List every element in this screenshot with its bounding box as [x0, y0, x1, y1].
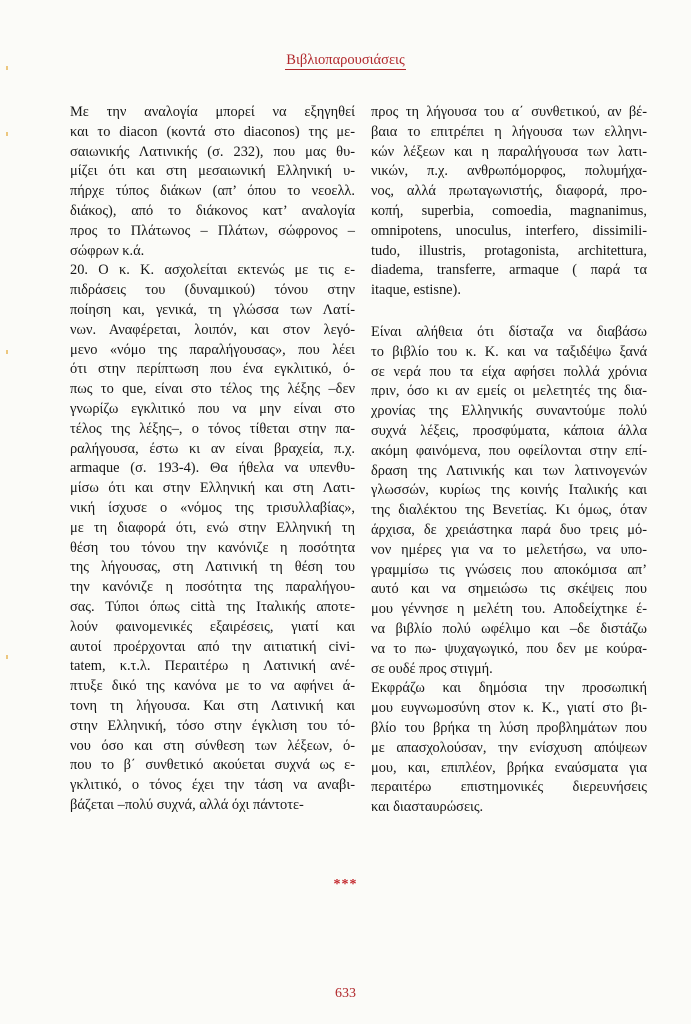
page-number: 633 [335, 986, 356, 1001]
text-line: βλίο του βρήκα τη λύση προβλημάτων που [371, 719, 647, 736]
text-line: της λήγουσας, στη Λατινική τη θέση του [70, 559, 355, 576]
text-line: ακόμη φαινόμενα, που οφείλονται στην επί- [371, 442, 647, 459]
text-line: λούν φαινομενικές εξαιρέσεις, γιατί και [70, 618, 355, 635]
text-line: γκλιτικό, ο τόνος έχει την τάση να αναβι- [70, 777, 355, 794]
text-line: κοπή, superbia, comoedia, magnanimus, [371, 202, 647, 219]
text-line: προς το Πλάτωνος – Πλάτων, σώφρονος – [70, 222, 355, 239]
text-line: τονη τη λήγουσα. Και στη Λατινική και [70, 697, 355, 714]
text-line: βάζεται –πολύ συχνά, αλλά όχι πάντοτε- [70, 796, 304, 813]
text-line: νων. Αναφέρεται, λοιπόν, και στον λεγό- [70, 321, 355, 338]
text-line: να βιβλίο πολύ ωφέλιμο και –δε διστάζω [371, 620, 647, 637]
text-line: diadema, transferre, armaque ( παρά τα [371, 262, 647, 279]
text-line: νου όσο και στη σύνθεση των λέξεων, ό- [70, 737, 355, 754]
text-line: 20. Ο κ. Κ. ασχολείται εκτενώς με τις ε- [70, 262, 355, 279]
text-line: πήρχε τύπος διάκων (απ’ όπου το νεοελλ. [70, 183, 355, 200]
left-paragraph-1 [70, 103, 355, 261]
text-line: συχνά λέξεις, προσφύματα, κάποια άλλα [371, 422, 647, 439]
margin-mark [6, 350, 8, 354]
text-line: σώφρων κ.ά. [70, 242, 145, 259]
left-column [70, 103, 355, 816]
text-line: μου ευγνωμοσύνη στον κ. Κ., γιατί στο βι- [371, 700, 647, 717]
text-line: χρονίας της Ελληνικής συναντούμε πολύ [371, 403, 647, 420]
text-line: σας. Τύποι όπως città της Ιταλικής αποτε- [70, 598, 355, 615]
text-line: ραλήγουσα, έστω κι αν είναι βραχεία, π.χ. [70, 440, 355, 457]
text-line: μίζει ότι και στη μεσαιωνική Ελληνική υ- [70, 163, 355, 180]
text-line: δραση της Λατινικής και των λατινογενών [371, 462, 647, 479]
text-line: σε ουδέ προς στιγμή. [371, 660, 493, 677]
text-line: πιδράσεις του (δυναμικού) τόνου στην [70, 282, 355, 299]
text-line: μου, και, επιπλέον, βρήκα εναύσματα για [371, 759, 647, 776]
text-line: ποίηση και, γενικά, τη γλώσσα των Λατί- [70, 301, 355, 318]
text-line: διάκος), από το διάκονος κατ’ αναλογία [70, 202, 355, 219]
text-line: που το β΄ συνθετικό ακούεται συχνά ως ε- [70, 757, 355, 774]
text-line: σε νερά που τα είχα αφήσει πολλά χρόνια [371, 363, 647, 380]
text-line: μου γέννησε η μελέτη του. Αποδείχτηκε έ- [371, 601, 647, 618]
text-line: αυτοί προέρχονται από την αιτιατική civi- [70, 638, 355, 655]
text-line: της διαλέκτου της Βενετίας. Κι όμως, όταν [371, 502, 647, 519]
text-line: πως το que, είναι στο τέλος της λέξης –δεν [70, 381, 355, 398]
text-line: tatem, κ.τ.λ. Περαιτέρω η Λατινική ανέ- [70, 658, 355, 675]
text-line: και το diacon (κοντά στο diaconos) της με- [70, 123, 355, 140]
text-line: μίσω ότι και στην Ελληνική και στη Λατι- [70, 480, 355, 497]
text-line: omnipotens, unoculus, interfero, dissimili- [371, 222, 647, 239]
text-line: το βιβλίο του κ. Κ. και να ταξιδέψω ξανά [371, 343, 647, 360]
text-line: κών λέξεων και η παραλήγουσα των λατι- [371, 143, 647, 160]
text-line: Με την αναλογία μπορεί να εξηγηθεί [70, 104, 355, 120]
text-line: βαια το επιτρέπει η λήγουσα των ελληνι- [371, 123, 647, 140]
text-line: με απασχολούσαν, την ενίσχυση απόψεων [371, 739, 647, 756]
section-separator: *** [333, 877, 358, 892]
text-line: νική ίσχυσε ο «νόμος της τρισυλλαβίας», [70, 499, 355, 516]
text-line: προς τη λήγουσα του α΄ συνθετικού, αν βέ- [371, 104, 647, 120]
text-line: και διασταυρώσεις. [371, 799, 484, 816]
text-line: νον ημέρες για να το μελετήσω, να υπο- [371, 541, 647, 558]
text-line: τέλος της λέξης–, ο τόνος τίθεται στην πα- [70, 420, 355, 437]
text-line: ότι στην περίπτωση που ένα εγκλιτικό, ό- [70, 361, 355, 378]
text-line: πτυξε δικό της κανόνα με το να αφήνει ά- [70, 678, 355, 695]
text-line: νος, αλλά πρωταγωνιστής, διαφορά, προ- [371, 183, 647, 200]
margin-mark [6, 132, 8, 136]
right-paragraph-3 [371, 679, 647, 818]
right-paragraph-2 [371, 323, 647, 679]
text-line: θέση του τόνου την κανόνιζε η ποσότητα [70, 539, 355, 556]
text-line: Είναι αλήθεια ότι δίσταζα να διαβάσω [371, 323, 647, 340]
text-line: Εκφράζω και δημόσια την προσωπική [371, 680, 647, 697]
section-title: Βιβλιοπαρουσιάσεις [286, 52, 405, 68]
margin-mark [6, 66, 8, 70]
text-line: armaque (σ. 193-4). Θα ήθελα να υπενθυ- [70, 460, 355, 477]
text-line: περαιτέρω επιστημονικές διερευνήσεις [371, 779, 647, 796]
text-line: να το πω- ψυχαγωγικό, που δεν με κούρα- [371, 640, 647, 657]
text-line: πριν, όσο κι αν εμείς οι μελετητές της δια- [371, 383, 647, 400]
right-paragraph-1 [371, 103, 647, 301]
text-line: γλωσσών, κυρίως της κοινής Ιταλικής και [371, 482, 647, 499]
margin-mark [6, 655, 8, 659]
text-line: με τη διαφορά ότι, ενώ στην Ελληνική τη [70, 519, 355, 536]
text-line: άρχισα, δε χρειάστηκα παρά δυο τρεις μό- [371, 521, 647, 538]
text-line: tudo, illustris, protagonista, architettura, [371, 242, 647, 259]
text-line: νικών, π.χ. ανθρωπόμορφος, πολυμήχα- [371, 163, 647, 180]
text-line: αυτό και να σημειώσω τις σκέψεις που [371, 581, 647, 598]
text-line: σαιωνικής Λατινικής (σ. 232), που μας θυ- [70, 143, 355, 160]
text-line: γραμμίσω τις γνώσεις που αποκόμισα απ’ [371, 561, 647, 578]
left-paragraph-2 [70, 261, 355, 815]
text-line: itaque, estisne). [371, 282, 461, 299]
text-line: γνωρίζω εγκλιτικό που να μην είναι στο [70, 400, 355, 417]
running-header [0, 52, 691, 69]
paragraph-gap [371, 301, 647, 323]
text-line: την κανόνιζε η ποσότητα της παραλήγου- [70, 579, 355, 596]
text-line: μενο «νόμο της παραλήγουσας», που λέει [70, 341, 355, 358]
text-line: στην Ελληνική, τόσο στην έγκλιση του τό- [70, 717, 355, 734]
right-column [371, 103, 647, 818]
